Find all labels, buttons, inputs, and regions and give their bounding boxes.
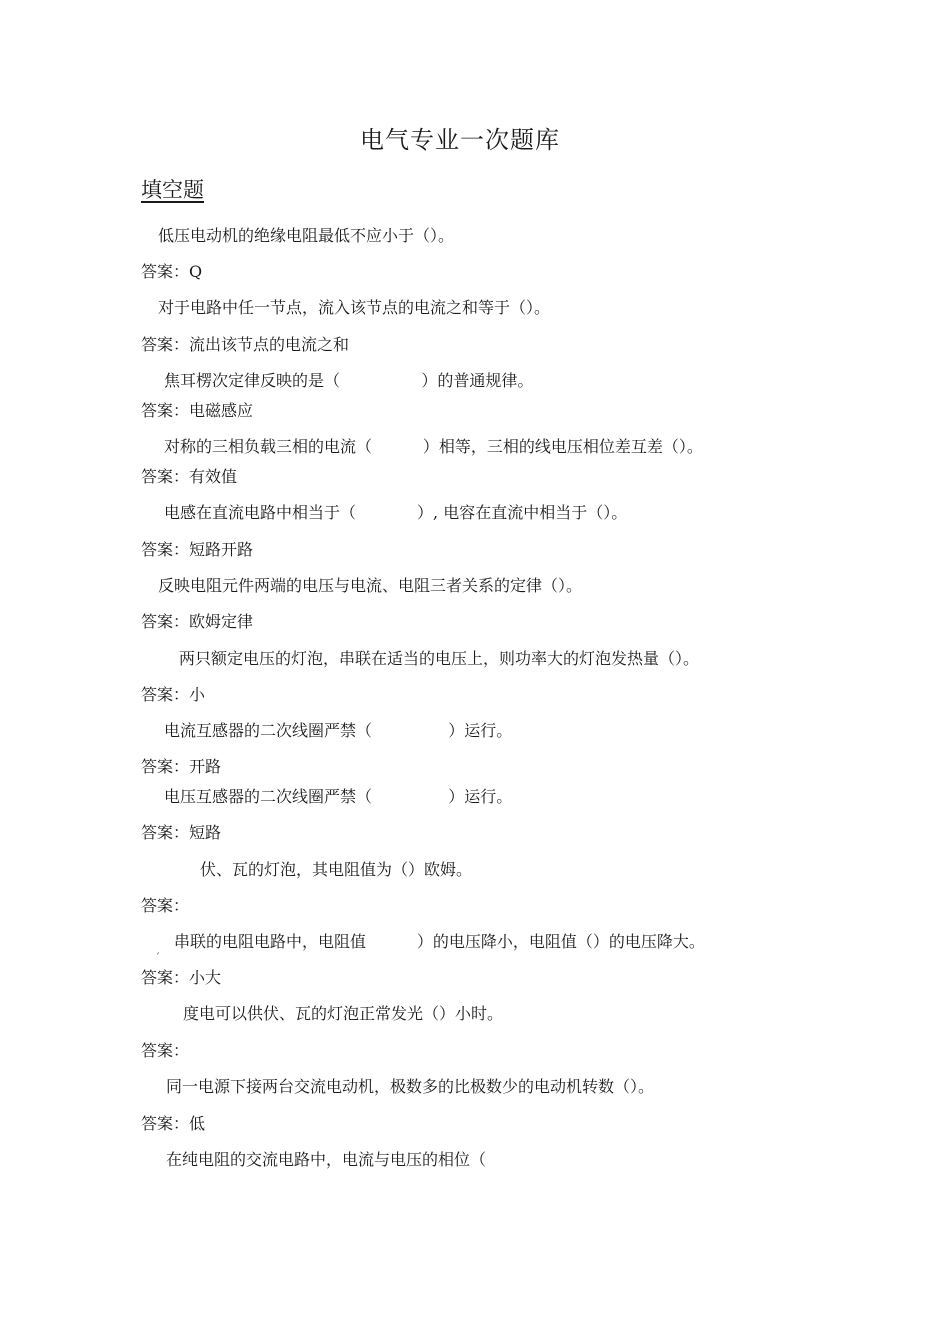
- question-14: 在纯电阻的交流电路中，电流与电压的相位（: [166, 1150, 487, 1169]
- question-9: 电压互感器的二次线圈严禁（ ）运行。: [164, 787, 513, 806]
- question-5: 电感在直流电路中相当于（ ）, 电容在直流中相当于（）。: [164, 503, 628, 522]
- answer-1: 答案：Q: [141, 262, 203, 281]
- question-3: 焦耳楞次定律反映的是（ ）的普通规律。: [164, 371, 534, 390]
- document-title: 电气专业一次题库: [360, 126, 560, 154]
- question-4: 对称的三相负载三相的电流（ ）相等，三相的线电压相位差互差（）。: [164, 437, 703, 456]
- question-7: 两只额定电压的灯泡，串联在适当的电压上，则功率大的灯泡发热量（）。: [179, 649, 700, 668]
- question-10: 伏、瓦的灯泡，其电阻值为（）欧姆。: [200, 860, 473, 879]
- question-13: 同一电源下接两台交流电动机，极数多的比极数少的电动机转数（）。: [166, 1077, 655, 1096]
- answer-10: 答案：: [141, 896, 190, 915]
- section-heading: 填空题: [141, 178, 204, 202]
- answer-8: 答案：开路: [141, 757, 222, 776]
- answer-3: 答案：电磁感应: [141, 401, 254, 420]
- answer-2: 答案：流出该节点的电流之和: [141, 335, 350, 354]
- answer-5: 答案：短路开路: [141, 540, 254, 559]
- answer-13: 答案：低: [141, 1114, 206, 1133]
- question-8: 电流互感器的二次线圈严禁（ ）运行。: [164, 721, 513, 740]
- answer-6: 答案：欧姆定律: [141, 612, 254, 631]
- stray-mark: ˊ: [155, 953, 160, 964]
- answer-9: 答案：短路: [141, 823, 222, 842]
- answer-7: 答案：小: [141, 685, 206, 704]
- question-12: 度电可以供伏、瓦的灯泡正常发光（）小时。: [183, 1004, 504, 1023]
- answer-11: 答案：小大: [141, 968, 222, 987]
- answer-4: 答案：有效值: [141, 467, 238, 486]
- question-6: 反映电阻元件两端的电压与电流、电阻三者关系的定律（）。: [158, 576, 583, 595]
- question-2: 对于电路中任一节点，流入该节点的电流之和等于（）。: [158, 298, 551, 317]
- question-11: 串联的电阻电路中，电阻值 ）的电压降小，电阻值（）的电压降大。: [174, 932, 705, 951]
- question-1: 低压电动机的绝缘电阻最低不应小于（）。: [158, 226, 455, 245]
- answer-12: 答案：: [141, 1041, 190, 1060]
